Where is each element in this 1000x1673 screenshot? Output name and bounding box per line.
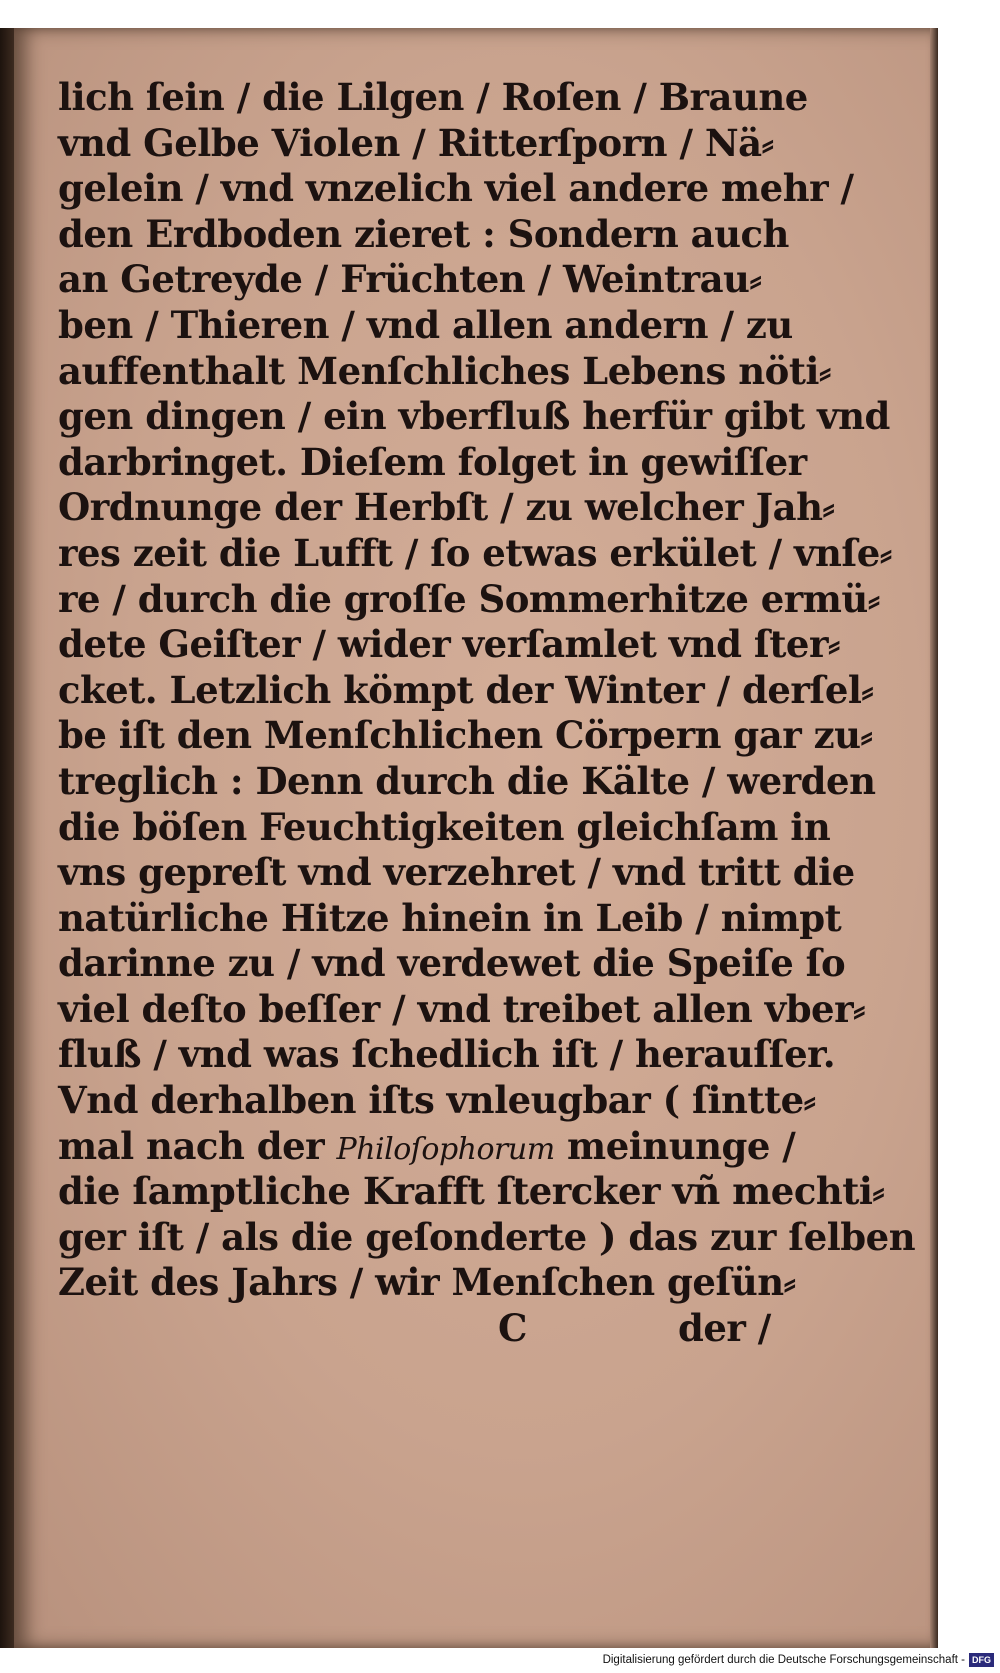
text-line-12: re / durch die groſſe Sommerhitze ermü⸗ — [58, 576, 880, 621]
catchword: der / — [678, 1306, 771, 1351]
text-line-21: viel deſto beſſer / vnd treibet allen vber⸗ — [58, 986, 865, 1031]
text-line-9: darbringet. Dieſem folget in gewiſſer — [58, 439, 807, 484]
text-line-3: gelein / vnd vnzelich viel andere mehr / — [58, 166, 854, 211]
credit-text: Digitalisierung gefördert durch die Deutsche Forschungsgemeinschaft - — [602, 1654, 965, 1666]
text-line-15: be iſt den Menſchlichen Cörpern gar zu⸗ — [58, 713, 873, 758]
signature-mark: C — [498, 1306, 527, 1351]
text-line-11: res zeit die Lufft / ſo etwas erkület / vnſe⸗ — [58, 530, 892, 575]
text-line-2: vnd Gelbe Violen / Ritterſporn / Nä⸗ — [58, 120, 774, 165]
text-line-24-start: mal nach der — [58, 1123, 337, 1168]
text-line-1: lich ſein / die Lilgen / Roſen / Braune — [58, 75, 808, 119]
text-line-23: Vnd derhalben iſts vnleugbar ( ſintte⸗ — [58, 1078, 816, 1123]
page-text — [58, 75, 916, 1352]
text-line-16: treglich : Denn durch die Kälte / werden — [58, 758, 876, 803]
text-line-24 — [58, 1123, 796, 1170]
latin-term: Philoſophorum — [336, 1131, 555, 1167]
text-line-17: die böſen Feuchtigkeiten gleichſam in — [58, 804, 831, 849]
text-line-26: ger iſt / als die geſonderte ) das zur ſelben — [58, 1214, 916, 1259]
text-line-5: an Getreyde / Früchten / Weintrau⸗ — [58, 257, 762, 302]
dfg-logo: DFG — [969, 1653, 994, 1667]
text-line-10: Ordnunge der Herbſt / zu welcher Jah⸗ — [58, 485, 835, 530]
text-line-19: natürliche Hitze hinein in Leib / nimpt — [58, 895, 842, 940]
signature-line — [58, 1306, 771, 1352]
text-line-20: darinne zu / vnd verdewet die Speiſe ſo — [58, 941, 846, 986]
page-edge — [930, 28, 938, 1648]
text-line-14: cket. Letzlich kömpt der Winter / derſel⸗ — [58, 667, 874, 712]
digitization-credit — [603, 1651, 994, 1669]
text-line-22: fluß / vnd was ſchedlich iſt / herauſſer. — [58, 1032, 836, 1077]
text-line-24-end: meinunge / — [554, 1123, 796, 1168]
text-line-13: dete Geiſter / wider verſamlet vnd ſter⸗ — [58, 622, 840, 667]
text-line-4: den Erdboden zieret : Sondern auch — [58, 211, 789, 256]
text-line-25: die ſamptliche Krafft ſtercker vñ mechti⸗ — [58, 1169, 885, 1214]
text-line-7: auffenthalt Menſchliches Lebens nöti⸗ — [58, 348, 831, 393]
text-line-6: ben / Thieren / vnd allen andern / zu — [58, 302, 793, 347]
text-line-27: Zeit des Jahrs / wir Menſchen geſün⸗ — [58, 1260, 796, 1305]
text-line-8: gen dingen / ein vberfluß herfür gibt vnd — [58, 394, 890, 439]
text-line-18: vns gepreſt vnd verzehret / vnd tritt die — [58, 850, 855, 895]
